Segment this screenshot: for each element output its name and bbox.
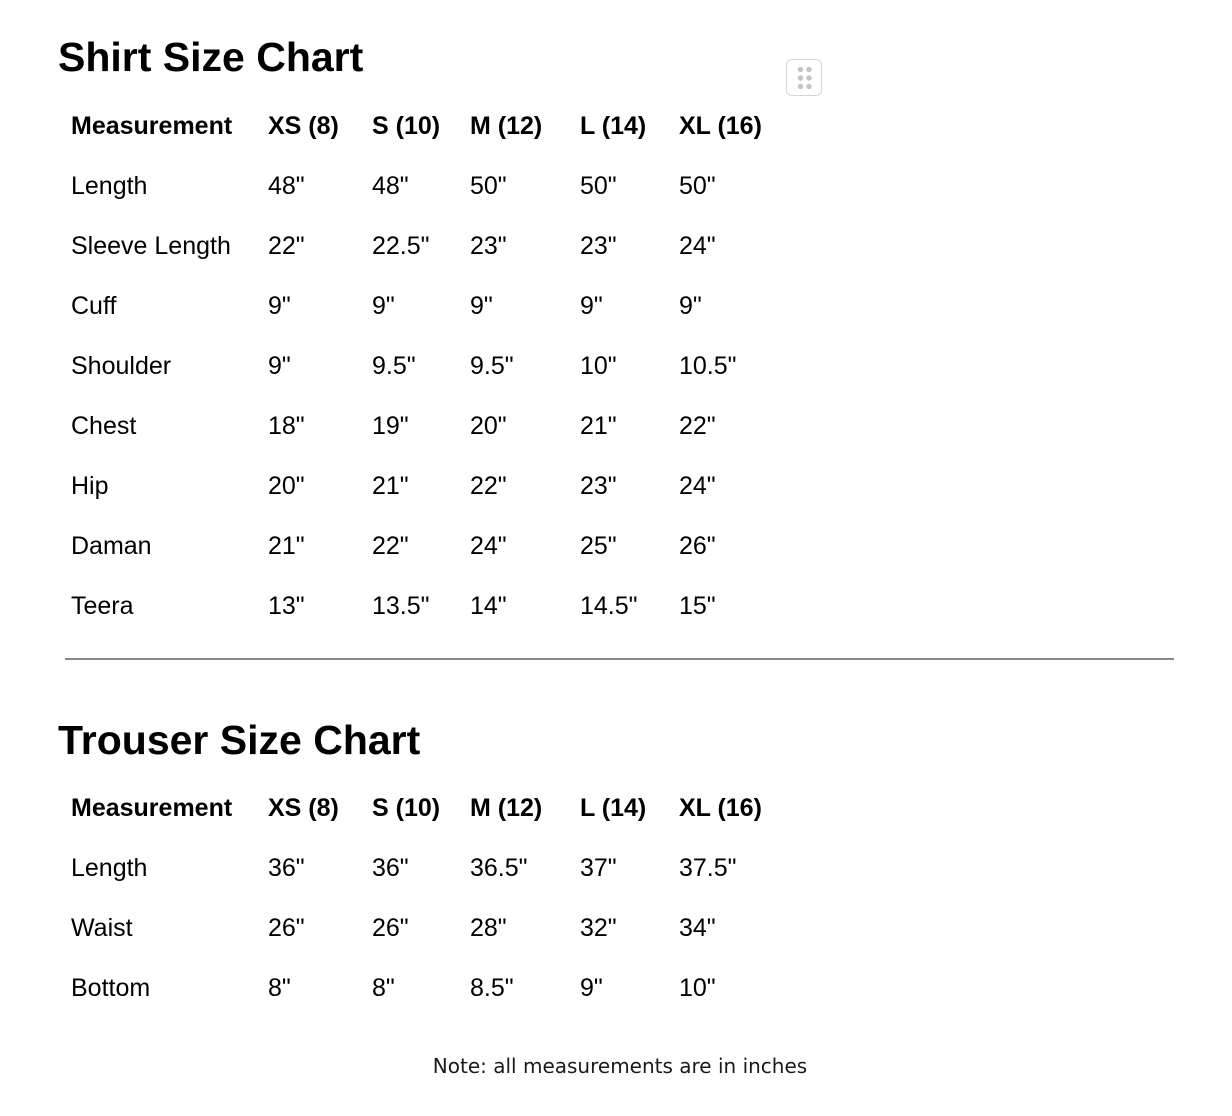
column-header: Measurement [71, 793, 233, 822]
table-header-row [62, 778, 788, 838]
table-row [62, 276, 788, 336]
table-row [62, 336, 788, 396]
table-cell: 14" [470, 591, 507, 620]
shirt-size-chart-title: Shirt Size Chart [58, 34, 364, 80]
column-header: XS (8) [268, 111, 339, 140]
table-cell: 48" [372, 171, 409, 200]
table-cell: 21" [268, 531, 305, 560]
table-cell: 13.5" [372, 591, 430, 620]
column-header: M (12) [470, 111, 543, 140]
measurement-name: Length [71, 171, 148, 200]
table-cell: 26" [372, 913, 409, 942]
trouser-size-table [62, 778, 788, 1018]
table-cell: 22" [470, 471, 507, 500]
column-header: M (12) [470, 793, 543, 822]
table-cell: 36" [372, 853, 409, 882]
table-row [62, 898, 788, 958]
table-cell: 23" [580, 471, 617, 500]
table-cell: 36.5" [470, 853, 528, 882]
table-row [62, 576, 788, 636]
table-cell: 50" [679, 171, 716, 200]
measurement-name: Length [71, 853, 148, 882]
column-header: S (10) [372, 793, 441, 822]
table-cell: 19" [372, 411, 409, 440]
column-header: XS (8) [268, 793, 339, 822]
measurement-name: Teera [71, 591, 134, 620]
table-cell: 48" [268, 171, 305, 200]
table-cell: 9" [679, 291, 702, 320]
table-cell: 25" [580, 531, 617, 560]
table-cell: 50" [580, 171, 617, 200]
table-cell: 10" [580, 351, 617, 380]
drag-handle-button[interactable] [786, 59, 822, 96]
table-row [62, 958, 788, 1018]
measurement-name: Chest [71, 411, 137, 440]
measurement-name: Hip [71, 471, 109, 500]
table-cell: 15" [679, 591, 716, 620]
table-cell: 9" [372, 291, 395, 320]
table-cell: 24" [679, 231, 716, 260]
table-cell: 9" [268, 291, 291, 320]
table-cell: 36" [268, 853, 305, 882]
table-cell: 32" [580, 913, 617, 942]
table-cell: 20" [470, 411, 507, 440]
table-cell: 14.5" [580, 591, 638, 620]
measurement-name: Waist [71, 913, 133, 942]
table-cell: 9" [580, 291, 603, 320]
table-cell: 9.5" [372, 351, 416, 380]
table-cell: 24" [470, 531, 507, 560]
table-cell: 8" [268, 973, 291, 1002]
table-cell: 13" [268, 591, 305, 620]
measurement-name: Daman [71, 531, 152, 560]
table-cell: 20" [268, 471, 305, 500]
measurement-name: Bottom [71, 973, 151, 1002]
table-cell: 22" [268, 231, 305, 260]
column-header: S (10) [372, 111, 441, 140]
table-cell: 8.5" [470, 973, 514, 1002]
table-cell: 24" [679, 471, 716, 500]
table-cell: 23" [470, 231, 507, 260]
table-cell: 22" [372, 531, 409, 560]
table-cell: 9" [268, 351, 291, 380]
table-cell: 9" [470, 291, 493, 320]
table-row [62, 456, 788, 516]
table-cell: 21" [580, 411, 617, 440]
measurement-name: Sleeve Length [71, 231, 231, 260]
column-header: Measurement [71, 111, 233, 140]
trouser-size-chart-title: Trouser Size Chart [58, 717, 421, 763]
table-cell: 21" [372, 471, 409, 500]
table-row [62, 516, 788, 576]
table-cell: 37" [580, 853, 617, 882]
table-cell: 10" [679, 973, 716, 1002]
table-cell: 28" [470, 913, 507, 942]
table-cell: 22" [679, 411, 716, 440]
table-row [62, 396, 788, 456]
column-header: L (14) [580, 111, 647, 140]
table-cell: 34" [679, 913, 716, 942]
table-cell: 37.5" [679, 853, 737, 882]
table-row [62, 216, 788, 276]
table-cell: 26" [268, 913, 305, 942]
measurement-name: Shoulder [71, 351, 172, 380]
section-divider [65, 658, 1174, 660]
drag-handle-icon [787, 60, 823, 97]
table-cell: 9.5" [470, 351, 514, 380]
table-row [62, 156, 788, 216]
column-header: L (14) [580, 793, 647, 822]
column-header: XL (16) [679, 111, 762, 140]
table-row [62, 838, 788, 898]
shirt-size-table [62, 96, 788, 636]
column-header: XL (16) [679, 793, 762, 822]
table-cell: 23" [580, 231, 617, 260]
table-cell: 10.5" [679, 351, 737, 380]
table-cell: 22.5" [372, 231, 430, 260]
table-cell: 26" [679, 531, 716, 560]
table-header-row [62, 96, 788, 156]
measurement-name: Cuff [71, 291, 117, 320]
table-cell: 50" [470, 171, 507, 200]
measurement-note: Note: all measurements are in inches [432, 1054, 808, 1078]
table-cell: 8" [372, 973, 395, 1002]
table-cell: 9" [580, 973, 603, 1002]
table-cell: 18" [268, 411, 305, 440]
